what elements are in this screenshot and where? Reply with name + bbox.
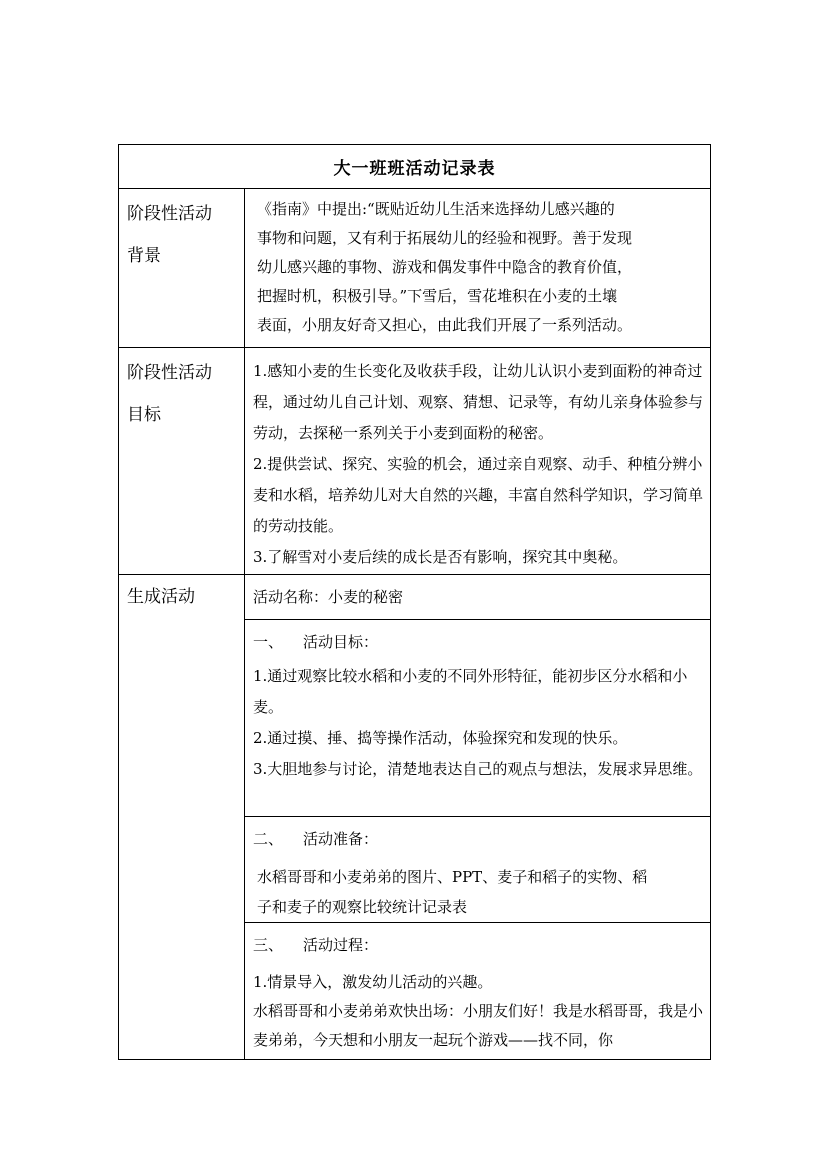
section-title: 活动目标：	[303, 633, 379, 651]
goal-item: 2.提供尝试、探究、实验的机会，通过亲自观察、动手、种植分辨小麦和水稻，培养幼儿对大自然的兴趣，丰富自然科学知识，学习简单的劳动技能。	[253, 455, 704, 535]
objective-item: 2.通过摸、捶、捣等操作活动，体验探究和发现的快乐。	[253, 729, 628, 747]
section-number: 二、	[253, 830, 284, 848]
background-line: 《指南》中提出:“既贴近幼儿生活来选择幼儿感兴趣的	[257, 200, 615, 218]
section-body	[245, 956, 710, 1055]
background-line: 表面，小朋友好奇又担心，由此我们开展了一系列活动。	[257, 316, 633, 334]
objective-item: 1.通过观察比较水稻和小麦的不同外形特征，能初步区分水稻和小麦。	[253, 667, 688, 716]
goals-text	[245, 348, 710, 574]
section-heading	[245, 620, 710, 653]
background-line: 事物和问题，又有利于拓展幼儿的经验和视野。善于发现	[257, 229, 633, 247]
section-number: 一、	[253, 633, 284, 651]
goal-item: 1.感知小麦的生长变化及收获手段，让幼儿认识小麦到面粉的神奇过程，通过幼儿自己计划、观察、猜想、记录等，有幼儿亲身体验参与劳动，去探秘一系列关于小麦到面粉的秘密。	[253, 362, 704, 442]
section-objectives	[245, 620, 711, 817]
activity-record-table	[118, 144, 711, 1060]
section-title: 活动准备：	[303, 830, 379, 848]
goals-label-cell	[119, 348, 245, 575]
background-label: 阶段性活动 背景	[127, 204, 212, 266]
activity-name: 活动名称：小麦的秘密	[253, 588, 404, 606]
section-body	[245, 850, 710, 922]
activity-name-cell	[245, 575, 711, 620]
table-title: 大一班班活动记录表	[119, 145, 711, 189]
section-heading	[245, 817, 710, 850]
background-label-cell	[119, 189, 245, 348]
generated-label-cell	[119, 575, 245, 1060]
background-line: 把握时机，积极引导。”下雪后，雪花堆积在小麦的土壤	[257, 287, 618, 305]
generated-label: 生成活动	[127, 587, 195, 607]
section-heading	[245, 923, 710, 956]
process-item: 1.情景导入，激发幼儿活动的兴趣。	[253, 973, 493, 991]
section-title: 活动过程：	[303, 936, 379, 954]
preparation-line: 水稻哥哥和小麦弟弟的图片、PPT、麦子和稻子的实物、稻	[257, 868, 648, 886]
process-item: 水稻哥哥和小麦弟弟欢快出场：小朋友们好！我是水稻哥哥，我是小麦弟弟，今天想和小朋友一起玩个游戏——找不同，你	[253, 1002, 704, 1049]
background-text	[245, 189, 710, 347]
section-body	[245, 653, 710, 785]
objective-item: 3.大胆地参与讨论，清楚地表达自己的观点与想法，发展求异思维。	[253, 760, 703, 778]
goal-item: 3.了解雪对小麦后续的成长是否有影响，探究其中奥秘。	[253, 548, 628, 566]
goals-content-cell	[245, 348, 711, 575]
background-content-cell	[245, 189, 711, 348]
background-line: 幼儿感兴趣的事物、游戏和偶发事件中隐含的教育价值，	[257, 258, 633, 276]
section-preparation	[245, 817, 711, 923]
section-number: 三、	[253, 936, 284, 954]
preparation-line: 子和麦子的观察比较统计记录表	[257, 898, 468, 916]
goals-label: 阶段性活动 目标	[127, 363, 212, 425]
section-process	[245, 923, 711, 1060]
